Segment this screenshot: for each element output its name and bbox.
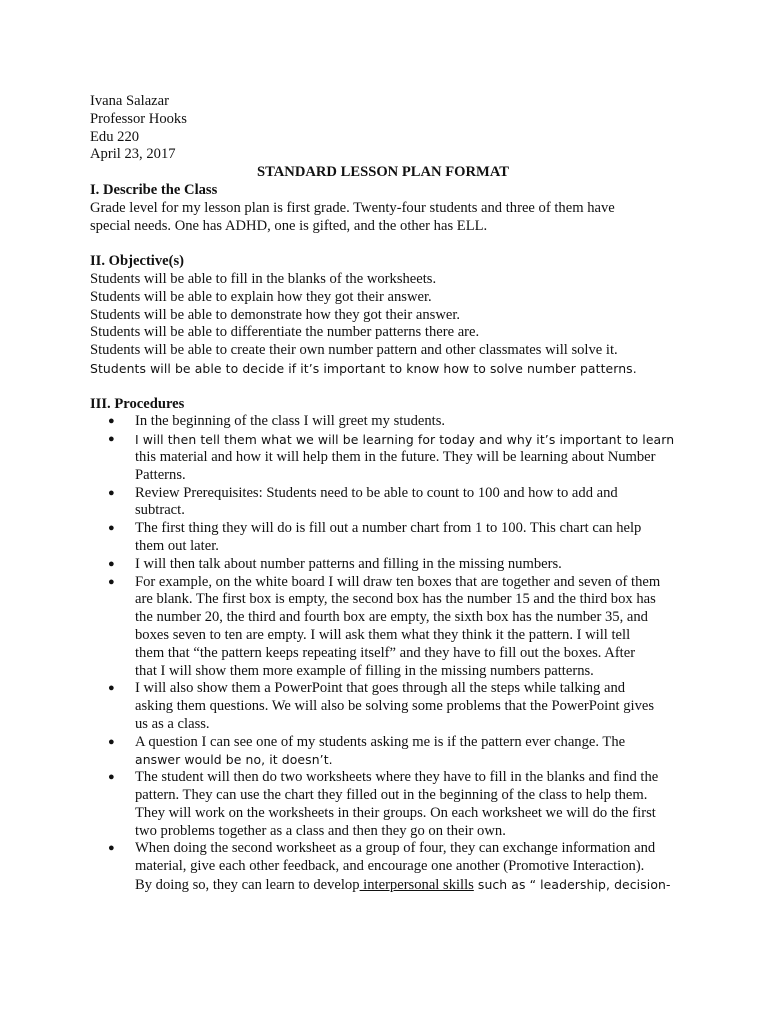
section-heading-procedures: III. Procedures [90,395,185,412]
objective-line: Students will be able to decide if it’s important to know how to solve number patterns. [90,360,637,376]
bullet-icon: ● [108,522,115,535]
class-description-line: special needs. One has ADHD, one is gifted, and the other has ELL. [90,217,488,234]
bullet-icon: ● [108,735,115,748]
procedure-line: boxes seven to ten are empty. I will ask them what they think it the pattern. I will tell [135,626,631,643]
procedure-line: I will then talk about number patterns and filling in the missing numbers. [135,555,562,572]
professor-name: Professor Hooks [90,110,187,127]
bullet-icon: ● [108,842,115,855]
procedure-line: Review Prerequisites: Students need to be able to count to 100 and how to add and [135,484,618,501]
procedure-line: The student will then do two worksheets where they have to fill in the blanks and find the [135,769,659,786]
list-item [90,840,768,894]
list-item [90,485,768,521]
bullet-icon: ● [108,682,115,695]
course-code: Edu 220 [90,128,140,145]
procedure-line: the number 20, the third and fourth box are empty, the sixth box has the number 35, and [135,609,648,626]
procedure-text: such as “ leadership, decision- [473,877,671,893]
document-page [90,93,690,895]
procedure-line: The first thing they will do is fill out a number chart from 1 to 100. This chart can help [135,520,642,537]
document-date: April 23, 2017 [90,146,176,163]
section-heading-describe-class: I. Describe the Class [90,181,218,198]
bullet-icon: ● [108,415,115,428]
bullet-icon: ● [108,486,115,499]
procedure-line: I will then tell them what we will be learning for today and why it’s important to learn [135,432,675,448]
paragraph-gap [90,378,690,396]
list-item [90,520,768,556]
section-heading-objectives: II. Objective(s) [90,253,185,270]
paragraph-gap [90,235,690,253]
procedure-line: them that “the pattern keeps repeating itself” and they have to fill out the boxes. After [135,644,636,661]
procedure-line: them out later. [135,537,219,554]
list-item [90,734,768,770]
procedure-line: this material and how it will help them in the future. They will be learning about Number [135,448,656,465]
objective-line: Students will be able to explain how they got their answer. [90,288,432,305]
procedure-line: They will work on the worksheets in their groups. On each worksheet we will do the first [135,804,656,821]
procedure-line: subtract. [135,502,185,519]
bullet-icon: ● [108,575,115,588]
bullet-icon: ● [108,433,115,446]
procedure-line [135,876,768,895]
objective-line: Students will be able to demonstrate how they got their answer. [90,306,461,323]
procedure-line: are blank. The first box is empty, the second box has the number 15 and the third box has [135,591,656,608]
procedure-text: By doing so, they can learn to develop [135,877,360,894]
bullet-icon: ● [108,771,115,784]
procedure-line: For example, on the white board I will draw ten boxes that are together and seven of them [135,573,661,590]
procedure-line: In the beginning of the class I will greet my students. [135,413,446,430]
procedure-line: I will also show them a PowerPoint that goes through all the steps while talking and [135,680,626,697]
procedures-list [90,413,690,895]
objective-line: Students will be able to create their own number pattern and other classmates will solve it. [90,342,618,359]
document-title: STANDARD LESSON PLAN FORMAT [256,164,510,181]
underlined-term: interpersonal skills [359,877,474,894]
procedure-line: material, give each other feedback, and encourage one another (Promotive Interaction). [135,858,645,875]
procedure-line: When doing the second worksheet as a group of four, they can exchange information and [135,840,656,857]
procedure-line: answer would be no, it doesn’t. [135,752,333,768]
list-item [90,574,768,681]
procedure-line: A question I can see one of my students asking me is if the pattern ever change. The [135,733,626,750]
list-item [90,769,768,840]
procedure-line: that I will show them more example of filling in the missing numbers patterns. [135,662,594,679]
list-item [90,431,768,484]
class-description-line: Grade level for my lesson plan is first grade. Twenty-four students and three of them have [90,199,615,216]
objective-line: Students will be able to fill in the blanks of the worksheets. [90,270,437,287]
author-name: Ivana Salazar [90,93,169,109]
procedure-line: two problems together as a class and then they go on their own. [135,822,506,839]
procedure-line: pattern. They can use the chart they filled out in the beginning of the class to help them. [135,787,648,804]
procedure-line: asking them questions. We will also be solving some problems that the PowerPoint gives [135,698,655,715]
list-item [90,413,768,431]
bullet-icon: ● [108,557,115,570]
list-item [90,680,768,733]
procedure-line: Patterns. [135,466,186,483]
procedure-line: us as a class. [135,715,210,732]
list-item [90,556,768,574]
objective-line: Students will be able to differentiate the number patterns there are. [90,324,480,341]
